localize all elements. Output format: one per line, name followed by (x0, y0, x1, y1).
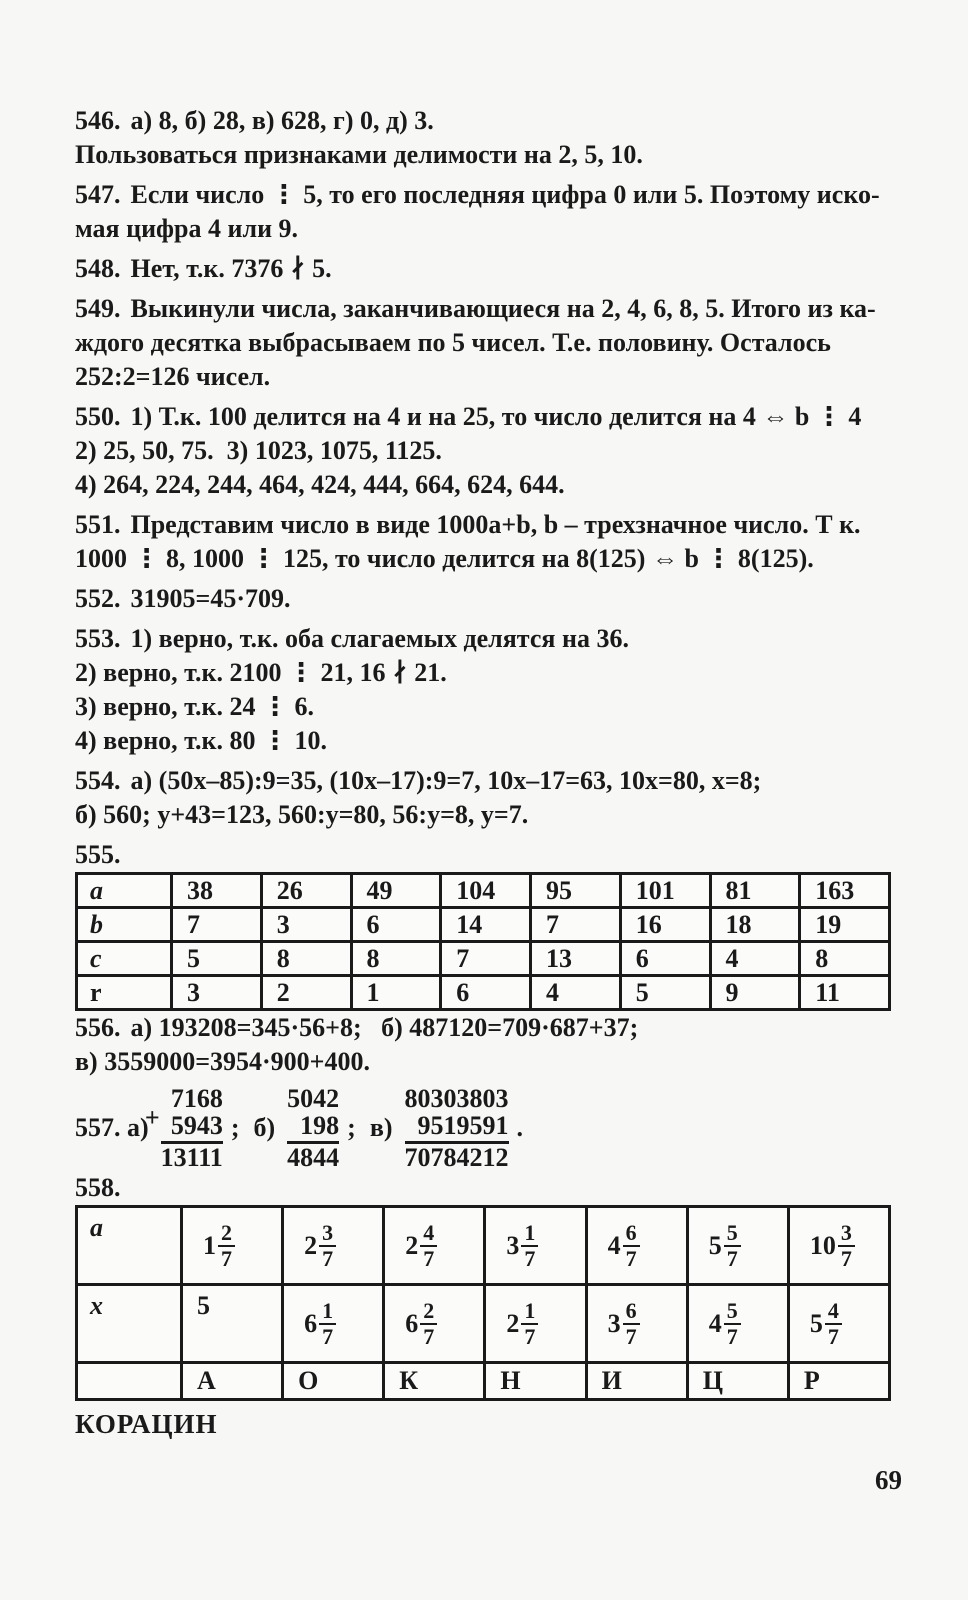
table-cell (384, 1285, 485, 1363)
mixed-number (203, 1221, 235, 1271)
problem-554 (75, 764, 906, 832)
whole-part: 2 (304, 1230, 318, 1260)
text-line: 2) 25, 50, 75. 3) 1023, 1075, 1125. (75, 436, 442, 465)
text-line (75, 582, 906, 616)
whole-part: 6 (405, 1308, 419, 1338)
table-cell: 163 (800, 874, 890, 908)
text-line (75, 400, 906, 434)
item-label: в) (369, 1113, 393, 1142)
sum-top: 5042 (287, 1084, 340, 1113)
text-line (75, 508, 906, 542)
mixed-number (304, 1299, 336, 1349)
fraction-denominator: 7 (726, 1323, 738, 1349)
fraction-denominator: 7 (840, 1245, 852, 1271)
text-line (75, 292, 906, 326)
table-cell (788, 1207, 889, 1285)
item-label: а) (127, 1113, 149, 1142)
table-558 (75, 1205, 891, 1401)
table-cell: 6 (620, 942, 710, 976)
fraction (623, 1299, 640, 1349)
table-cell: 6 (441, 976, 531, 1010)
table-cell: 11 (800, 976, 890, 1010)
text-segment: а) (50x–85):9=35, (10x–17):9=7, 10x–17=63, 10x=80, x=8; (130, 766, 762, 795)
mixed-number (197, 1291, 210, 1321)
problem-number: 550. (75, 402, 121, 431)
fraction (420, 1299, 437, 1349)
table-cell: 3 (172, 976, 262, 1010)
table-555 (75, 872, 891, 1011)
row-header: a (77, 1207, 182, 1285)
table-cell (182, 1207, 283, 1285)
fraction-numerator: 5 (724, 1299, 741, 1325)
sum-bottom-row (300, 1112, 339, 1139)
fraction-denominator: 7 (423, 1245, 435, 1271)
sum-result: 4844 (287, 1143, 340, 1172)
row-header: c (77, 942, 172, 976)
table-cell: 8 (351, 942, 441, 976)
fraction-denominator: 7 (827, 1323, 839, 1349)
table-row-letters (77, 1363, 890, 1400)
text-line: 4) 264, 224, 244, 464, 424, 444, 664, 624, 644. (75, 470, 565, 499)
problem-number: 552. (75, 584, 121, 613)
table-cell: 8 (261, 942, 351, 976)
fraction-numerator: 5 (724, 1221, 741, 1247)
row-header: r (77, 976, 172, 1010)
letter-cell: К (384, 1363, 485, 1400)
fraction (319, 1299, 336, 1349)
fraction-denominator: 7 (221, 1245, 232, 1271)
sum-top: 80303803 (404, 1084, 509, 1113)
fraction-numerator: 3 (319, 1221, 336, 1247)
table-row-x (77, 1285, 890, 1363)
fraction-numerator: 6 (623, 1299, 640, 1325)
text-line: 4) верно, т.к. 80 ⋮ 10. (75, 726, 327, 755)
table-cell: 8 (800, 942, 890, 976)
text-segment: 1) верно, т.к. оба слагаемых делятся на 36. (130, 624, 629, 653)
table-row-a (77, 1207, 890, 1285)
row-header: a (77, 874, 172, 908)
table-cell (687, 1285, 788, 1363)
text-line: 1000 ⋮ 8, 1000 ⋮ 125, то число делится на 8(125) ⇔ b ⋮ 8(125). (75, 544, 814, 573)
item-label: б) (253, 1113, 276, 1142)
table-cell (485, 1285, 586, 1363)
mixed-number (506, 1299, 538, 1349)
sum-bottom: 198 (300, 1111, 340, 1140)
text-line (75, 104, 906, 138)
problem-552 (75, 582, 906, 616)
table-cell: 95 (531, 874, 621, 908)
text-line: 3) верно, т.к. 24 ⋮ 6. (75, 692, 314, 721)
mixed-number (506, 1221, 538, 1271)
problem-number: 553. (75, 624, 121, 653)
text-line (75, 838, 906, 872)
letter-cell: О (283, 1363, 384, 1400)
problem-556 (75, 1011, 906, 1079)
table-cell: 16 (620, 908, 710, 942)
table-cell (182, 1285, 283, 1363)
fraction (521, 1299, 538, 1349)
fraction-denominator: 7 (625, 1323, 637, 1349)
problem-number: 556. (75, 1013, 121, 1042)
letter-cell: Н (485, 1363, 586, 1400)
table-cell: 6 (351, 908, 441, 942)
letter-cell: Р (788, 1363, 889, 1400)
text-line (75, 622, 906, 656)
sum-bottom: 9519591 (417, 1111, 509, 1140)
fraction (319, 1221, 336, 1271)
whole-part: 3 (506, 1230, 520, 1260)
fraction (623, 1221, 640, 1271)
mixed-number (709, 1221, 741, 1271)
row-header: x (77, 1285, 182, 1363)
table-row-r (77, 976, 890, 1010)
sum-result: 70784212 (404, 1143, 509, 1172)
fraction-numerator: 3 (838, 1221, 855, 1247)
page-number: 69 (875, 1465, 902, 1495)
problem-number: 546. (75, 106, 121, 135)
text-line (75, 764, 906, 798)
table-cell (384, 1207, 485, 1285)
text-line: 252:2=126 чисел. (75, 362, 271, 391)
row-header (77, 1363, 182, 1400)
text-segment: 31905=45·709. (130, 584, 291, 613)
problem-number: 547. (75, 180, 121, 209)
separator: . (516, 1113, 524, 1142)
table-cell: 38 (172, 874, 262, 908)
fraction (521, 1221, 538, 1271)
table-cell: 14 (441, 908, 531, 942)
table-cell: 49 (351, 874, 441, 908)
problem-546 (75, 104, 906, 172)
mixed-number (405, 1299, 437, 1349)
table-cell: 5 (172, 942, 262, 976)
whole-part: 5 (197, 1291, 210, 1320)
fraction-denominator: 7 (322, 1323, 334, 1349)
column-sum (287, 1085, 339, 1171)
problem-550 (75, 400, 906, 502)
whole-part: 5 (708, 1230, 722, 1260)
text-segment: а) 193208=345·56+8; б) 487120=709·687+37; (130, 1013, 639, 1042)
table-cell: 9 (710, 976, 800, 1010)
text-line: в) 3559000=3954·900+400. (75, 1047, 371, 1076)
whole-part: 2 (405, 1230, 419, 1260)
mixed-number (709, 1299, 741, 1349)
separator: ; (230, 1113, 240, 1142)
text-line (75, 178, 906, 212)
text-segment: Выкинули числа, заканчивающиеся на 2, 4, 6, 8, 5. Итого из ка- (130, 294, 876, 323)
table-cell: 18 (710, 908, 800, 942)
table-cell: 7 (531, 908, 621, 942)
problem-number: 548. (75, 254, 121, 283)
mixed-number (405, 1221, 437, 1271)
problem-number: 549. (75, 294, 121, 323)
text-line (75, 252, 906, 286)
sum-bottom: 5943 (170, 1111, 223, 1140)
fraction-denominator: 7 (726, 1245, 738, 1271)
table-cell: 81 (710, 874, 800, 908)
fraction-denominator: 7 (625, 1245, 637, 1271)
problem-557 (75, 1085, 906, 1171)
text-line: Пользоваться признаками делимости на 2, 5, 10. (75, 140, 643, 169)
text-segment: 1) Т.к. 100 делится на 4 и на 25, то число делится на 4 ⇔ b ⋮ 4 (130, 402, 862, 431)
text-line: ждого десятка выбрасываем по 5 чисел. Т.е. половину. Осталось (75, 328, 831, 357)
letter-cell: И (586, 1363, 687, 1400)
whole-part: 1 (203, 1230, 216, 1260)
text-segment: Нет, т.к. 7376 ∤ 5. (130, 254, 332, 283)
table-cell: 13 (531, 942, 621, 976)
table-cell: 7 (172, 908, 262, 942)
table-cell: 4 (710, 942, 800, 976)
table-cell: 3 (261, 908, 351, 942)
text-line (75, 1011, 906, 1045)
problem-547 (75, 178, 906, 246)
mixed-number (304, 1221, 336, 1271)
whole-part: 4 (708, 1308, 722, 1338)
problem-558-label (75, 1171, 906, 1205)
whole-part: 2 (506, 1308, 520, 1338)
problem-number: 558. (75, 1173, 121, 1202)
mixed-number (810, 1221, 855, 1271)
table-cell: 104 (441, 874, 531, 908)
table-cell: 2 (261, 976, 351, 1010)
mixed-number (810, 1299, 842, 1349)
table-cell (485, 1207, 586, 1285)
table-row-a (77, 874, 890, 908)
table-cell: 5 (620, 976, 710, 1010)
fraction-denominator: 7 (322, 1245, 334, 1271)
fraction-numerator: 1 (521, 1221, 538, 1247)
plus-operator: + (144, 1103, 160, 1132)
text-line: б) 560; y+43=123, 560:y=80, 56:y=8, y=7. (75, 800, 529, 829)
fraction-denominator: 7 (524, 1323, 536, 1349)
problem-551 (75, 508, 906, 576)
column-sum (405, 1085, 509, 1171)
table-cell (283, 1207, 384, 1285)
problem-number: 551. (75, 510, 121, 539)
fraction (825, 1299, 842, 1349)
table-cell: 19 (800, 908, 890, 942)
whole-part: 10 (809, 1230, 836, 1260)
table-cell: 7 (441, 942, 531, 976)
letter-cell: А (182, 1363, 283, 1400)
sum-result: 13111 (160, 1143, 223, 1172)
fraction-denominator: 7 (423, 1323, 435, 1349)
fraction-numerator: 2 (218, 1221, 235, 1247)
problem-549 (75, 292, 906, 394)
sum-bottom-row (418, 1112, 509, 1139)
whole-part: 4 (607, 1230, 621, 1260)
mixed-number (608, 1221, 640, 1271)
text-segment: Если число ⋮ 5, то его последняя цифра 0 или 5. Поэтому иско- (130, 180, 880, 209)
table-row-b (77, 908, 890, 942)
fraction (218, 1221, 235, 1271)
letter-cell: Ц (687, 1363, 788, 1400)
fraction-numerator: 2 (420, 1299, 437, 1325)
problem-548 (75, 252, 906, 286)
fraction (724, 1221, 741, 1271)
table-row-c (77, 942, 890, 976)
text-line: 2) верно, т.к. 2100 ⋮ 21, 16 ∤ 21. (75, 658, 447, 687)
table-cell (687, 1207, 788, 1285)
text-segment: Представим число в виде 1000a+b, b – трехзначное число. Т к. (130, 510, 861, 539)
answer-word: КОРАЦИН (75, 1409, 218, 1439)
table-cell (586, 1207, 687, 1285)
sum-bottom-row (144, 1103, 223, 1140)
table-cell: 26 (261, 874, 351, 908)
table-cell: 101 (620, 874, 710, 908)
table-cell (788, 1285, 889, 1363)
fraction-numerator: 1 (319, 1299, 336, 1325)
fraction (420, 1221, 437, 1271)
separator: ; (347, 1113, 356, 1142)
table-cell (283, 1285, 384, 1363)
whole-part: 6 (304, 1308, 318, 1338)
problem-553 (75, 622, 906, 758)
whole-part: 3 (607, 1308, 621, 1338)
problem-number: 554. (75, 766, 121, 795)
problem-555-label (75, 838, 906, 872)
fraction-numerator: 4 (825, 1299, 842, 1325)
table-cell (586, 1285, 687, 1363)
text-segment (75, 1113, 149, 1143)
table-cell: 1 (351, 976, 441, 1010)
fraction-denominator: 7 (524, 1245, 536, 1271)
mixed-number (608, 1299, 640, 1349)
sum-top: 7168 (170, 1084, 223, 1113)
problem-number: 557. (75, 1113, 121, 1142)
text-line (75, 1171, 906, 1205)
fraction (838, 1221, 855, 1271)
problem-number: 555. (75, 840, 121, 869)
fraction-numerator: 1 (521, 1299, 538, 1325)
column-sum (144, 1084, 223, 1172)
fraction-numerator: 6 (623, 1221, 640, 1247)
table-cell: 4 (531, 976, 621, 1010)
row-header: b (77, 908, 172, 942)
fraction-numerator: 4 (420, 1221, 437, 1247)
text-line: мая цифра 4 или 9. (75, 214, 299, 243)
fraction (724, 1299, 741, 1349)
text-segment: а) 8, б) 28, в) 628, г) 0, д) 3. (130, 106, 434, 135)
whole-part: 5 (809, 1308, 823, 1338)
